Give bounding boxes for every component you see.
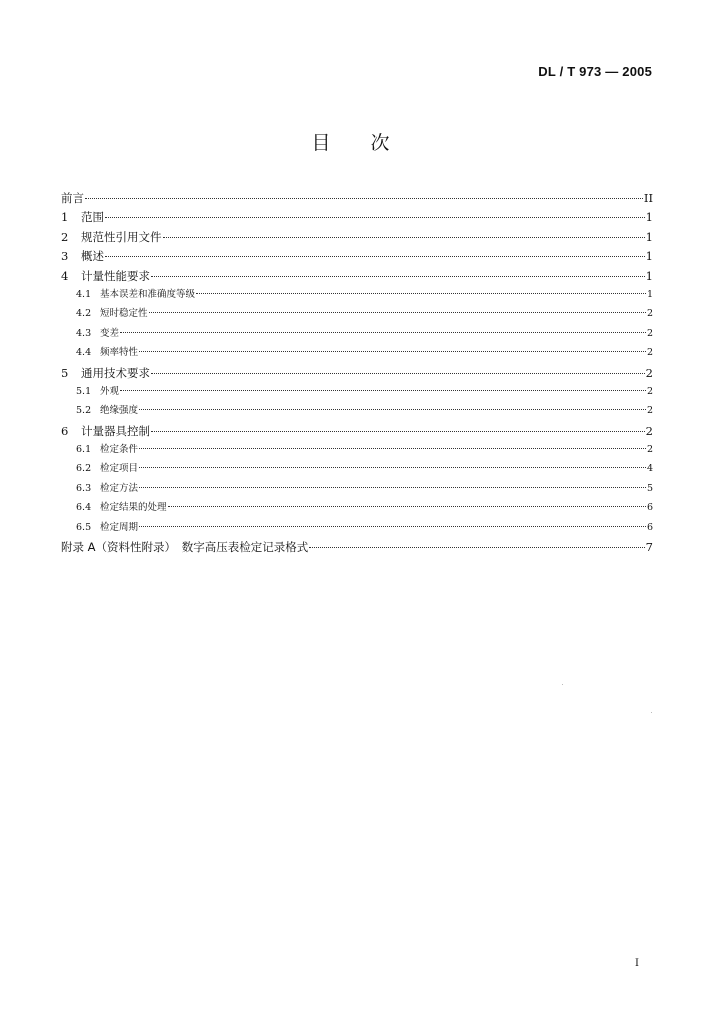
- dot-leader: [120, 390, 646, 391]
- toc-entry-number: 4.2: [76, 308, 92, 320]
- toc-entry-page: 1: [645, 229, 653, 244]
- toc-subentry[interactable]: [61, 443, 653, 457]
- toc-entry[interactable]: [61, 249, 653, 263]
- toc-entry-page: 1: [646, 288, 653, 300]
- toc-entry-page: 6: [646, 502, 653, 514]
- toc-entry-page: II: [643, 191, 653, 205]
- dot-leader: [168, 506, 646, 507]
- toc-subentry[interactable]: [61, 346, 653, 360]
- dot-leader: [139, 487, 646, 488]
- dot-leader: [139, 409, 646, 410]
- toc-entry-page: 1: [645, 210, 653, 225]
- scan-speck: [562, 684, 563, 685]
- toc-entry-page: 2: [646, 444, 653, 456]
- toc-entry-page: 2: [645, 423, 653, 438]
- toc-entry-number: 4.4: [76, 347, 92, 359]
- dot-leader: [139, 467, 646, 468]
- toc-entry-page: 2: [646, 385, 653, 397]
- toc-entry-label: 计量性能要求: [81, 268, 150, 283]
- dot-leader: [120, 332, 646, 333]
- toc-entry-label: 检定周期: [100, 521, 139, 533]
- dot-leader: [85, 198, 643, 199]
- toc-entry-page: 7: [645, 540, 653, 555]
- dot-leader: [105, 217, 645, 218]
- dot-leader: [163, 237, 645, 238]
- dot-leader: [151, 373, 645, 374]
- toc-entry-number: 6.5: [76, 521, 92, 533]
- toc-entry-label: 检定方法: [100, 482, 139, 494]
- dot-leader: [151, 431, 645, 432]
- toc-entry-label: 规范性引用文件: [81, 229, 162, 244]
- toc-entry-number: 6.1: [76, 444, 92, 456]
- toc-entry[interactable]: [61, 191, 653, 205]
- toc-subentry[interactable]: [61, 404, 653, 418]
- toc-subentry[interactable]: [61, 288, 653, 302]
- title-char-2: 次: [370, 132, 390, 154]
- toc-entry-number: 4.3: [76, 327, 92, 339]
- toc-entry-appendix[interactable]: [61, 540, 653, 554]
- toc-entry-number: 1: [61, 210, 69, 225]
- toc-entry-number: 4: [61, 268, 69, 283]
- toc-subentry[interactable]: [61, 385, 653, 399]
- toc-entry-number: 5: [61, 365, 69, 380]
- toc-subentry[interactable]: [61, 307, 653, 321]
- toc-subentry[interactable]: [61, 482, 653, 496]
- dot-leader: [105, 256, 645, 257]
- toc-entry[interactable]: [61, 269, 653, 283]
- toc-entry-page: 2: [646, 347, 653, 359]
- dot-leader: [139, 448, 646, 449]
- toc-entry-label: 前言: [61, 191, 84, 205]
- toc-entry-number: 5.2: [76, 405, 92, 417]
- toc-subentry[interactable]: [61, 501, 653, 515]
- title-char-1: 目: [311, 132, 331, 154]
- toc-entry-page: 1: [645, 268, 653, 283]
- toc-entry-label: 绝缘强度: [100, 405, 139, 417]
- dot-leader: [151, 276, 645, 277]
- toc-subentry[interactable]: [61, 462, 653, 476]
- page-title: [0, 128, 701, 155]
- toc-entry-label: 计量器具控制: [81, 423, 150, 438]
- toc-entry[interactable]: [61, 210, 653, 224]
- toc-entry-number: 3: [61, 249, 69, 264]
- toc-entry-number: 6.2: [76, 463, 92, 475]
- toc-entry-page: 2: [646, 327, 653, 339]
- table-of-contents: [61, 191, 653, 559]
- toc-entry-label: 外观: [100, 385, 120, 397]
- toc-entry-label: 附录 A（资料性附录） 数字高压表检定记录格式: [61, 540, 309, 555]
- toc-entry-number: 2: [61, 229, 69, 244]
- toc-entry-number: 6: [61, 423, 69, 438]
- toc-entry-label: 变差: [100, 327, 120, 339]
- dot-leader: [149, 312, 646, 313]
- toc-entry-label: 检定项目: [100, 463, 139, 475]
- toc-entry-label: 检定结果的处理: [100, 502, 167, 514]
- toc-entry[interactable]: [61, 424, 653, 438]
- dot-leader: [196, 293, 646, 294]
- scan-speck: [651, 712, 652, 713]
- toc-entry-page: 4: [646, 463, 653, 475]
- toc-entry-label: 频率特性: [100, 347, 139, 359]
- toc-entry-page: 2: [645, 365, 653, 380]
- standard-code: DL / T 973 — 2005: [538, 64, 652, 79]
- page-number: I: [635, 958, 639, 969]
- toc-entry[interactable]: [61, 366, 653, 380]
- toc-entry-label: 基本误差和准确度等级: [100, 288, 196, 300]
- toc-subentry[interactable]: [61, 327, 653, 341]
- toc-entry-label: 短时稳定性: [100, 308, 148, 320]
- toc-entry-page: 2: [646, 308, 653, 320]
- toc-entry-number: 6.4: [76, 502, 92, 514]
- dot-leader: [139, 526, 646, 527]
- toc-entry-number: 4.1: [76, 288, 92, 300]
- toc-entry-number: 6.3: [76, 482, 92, 494]
- toc-entry-number: 5.1: [76, 385, 92, 397]
- toc-subentry[interactable]: [61, 521, 653, 535]
- toc-entry-label: 通用技术要求: [81, 365, 150, 380]
- toc-entry-label: 概述: [81, 249, 104, 264]
- toc-entry-page: 1: [645, 249, 653, 264]
- toc-entry-page: 5: [646, 482, 653, 494]
- toc-entry-label: 检定条件: [100, 444, 139, 456]
- toc-entry-page: 6: [646, 521, 653, 533]
- dot-leader: [139, 351, 646, 352]
- toc-entry-label: 范围: [81, 210, 104, 225]
- dot-leader: [309, 547, 644, 548]
- toc-entry-page: 2: [646, 405, 653, 417]
- toc-entry[interactable]: [61, 230, 653, 244]
